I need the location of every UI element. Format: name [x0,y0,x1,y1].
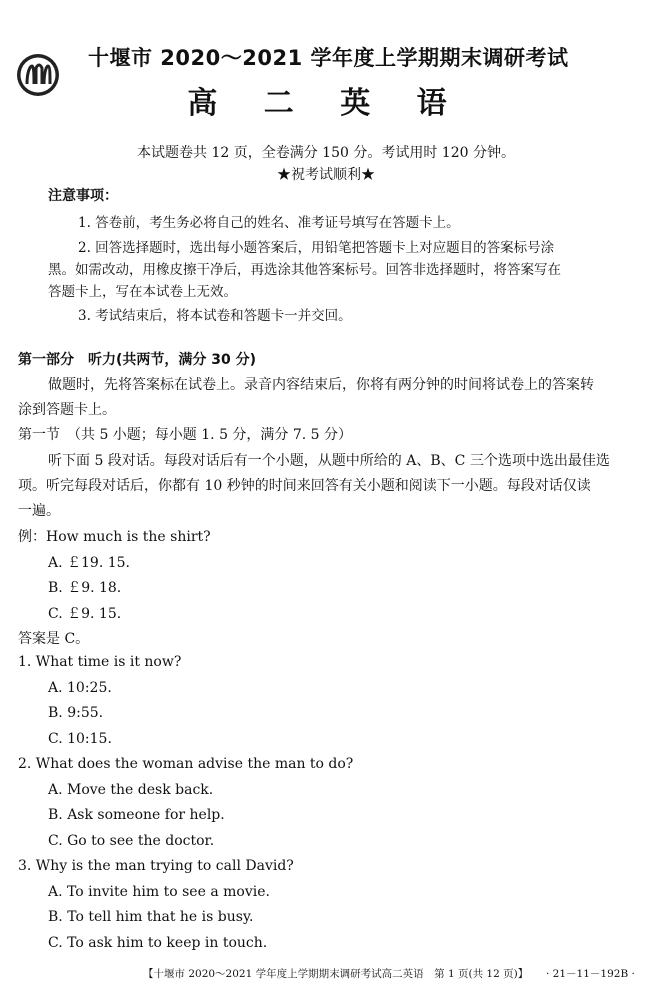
paper-code: · 21－11－192B · [546,968,635,980]
q1-option-c: C. 10:15. [48,731,112,747]
example-option-a: A. ￡19. 15. [48,555,130,571]
note-line: 1. 答卷前，考生务必将自己的姓名、准考证号填写在答题卡上。 [78,215,460,231]
part1-heading: 第一部分 听力(共两节，满分 30 分) [18,352,257,368]
part1-desc-line: 涂到答题卡上。 [18,402,116,418]
q3-option-a: A. To invite him to see a movie. [48,884,270,900]
question-2: 2. What does the woman advise the man to do? [18,756,354,772]
example-question: 例：How much is the shirt? [18,529,211,545]
exam-info: 本试题卷共 12 页，全卷满分 150 分。考试用时 120 分钟。 [137,145,515,161]
section1-heading: 第一节 （共 5 小题；每小题 1. 5 分，满分 7. 5 分） [18,427,353,443]
question-3: 3. Why is the man trying to call David? [18,858,294,874]
note-line: 答题卡上，写在本试卷上无效。 [48,284,237,300]
page-footer: 【十堰市 2020～2021 学年度上学期期末调研考试高二英语 第 1 页(共 12 页)】 [143,968,529,980]
q3-option-b: B. To tell him that he is busy. [48,909,254,925]
question-1: 1. What time is it now? [18,654,182,670]
example-answer: 答案是 C。 [18,631,90,647]
exam-title: 十堰市 2020～2021 学年度上学期期末调研考试 [88,46,569,70]
note-line: 黑。如需改动，用橡皮擦干净后，再选涂其他答案标号。回答非选择题时，将答案写在 [48,262,561,278]
q1-option-b: B. 9:55. [48,705,104,721]
q2-option-c: C. Go to see the doctor. [48,833,215,849]
q1-option-a: A. 10:25. [48,680,112,696]
example-option-c: C. ￡9. 15. [48,606,122,622]
notes-heading: 注意事项： [48,188,118,204]
example-option-b: B. ￡9. 18. [48,580,122,596]
q3-option-c: C. To ask him to keep in touch. [48,935,268,951]
subject-title: 高 二 英 语 [187,86,465,121]
q2-option-b: B. Ask someone for help. [48,807,225,823]
q2-option-a: A. Move the desk back. [48,782,214,798]
section1-desc-line: 一遍。 [18,503,60,519]
section1-desc-line: 项。听完每段对话后，你都有 10 秒钟的时间来回答有关小题和阅读下一小题。每段对话仅读 [18,478,591,494]
good-luck-line: ★祝考试顺利★ [277,167,375,183]
part1-desc-line: 做题时，先将答案标在试卷上。录音内容结束后，你将有两分钟的时间将试卷上的答案转 [48,377,594,393]
section1-desc-line: 听下面 5 段对话。每段对话后有一个小题，从题中所给的 A、B、C 三个选项中选出最佳选 [48,453,610,469]
note-line: 3. 考试结束后，将本试卷和答题卡一并交回。 [78,308,352,324]
note-line: 2. 回答选择题时，选出每小题答案后，用铅笔把答题卡上对应题目的答案标号涂 [78,240,555,256]
